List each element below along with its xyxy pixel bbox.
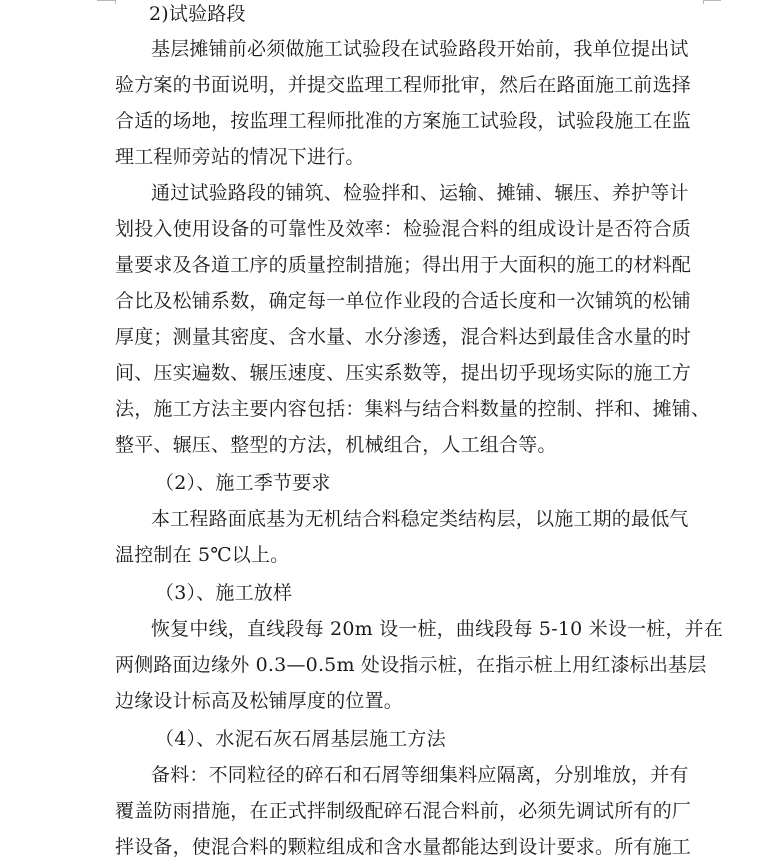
paragraph-line: 通过试验路段的铺筑、检验拌和、运输、摊铺、辗压、养护等计 bbox=[151, 182, 689, 204]
paragraph-line: 覆盖防雨措施，在正式拌制级配碎石混合料前，必须先调试所有的厂 bbox=[115, 800, 692, 822]
paragraph-line: 理工程师旁站的情况下进行。 bbox=[115, 146, 365, 168]
page-corner-mark-left bbox=[97, 0, 115, 1]
section-heading: （3）、施工放样 bbox=[155, 582, 293, 604]
paragraph-line: 法，施工方法主要内容包括：集料与结合料数量的控制、拌和、摊铺、 bbox=[115, 398, 711, 420]
paragraph-line: 整平、辗压、整型的方法，机械组合，人工组合等。 bbox=[115, 434, 557, 456]
page-corner-mark-right bbox=[703, 0, 721, 1]
paragraph-line: 温控制在 5℃以上。 bbox=[115, 544, 290, 566]
section-heading: 2)试验路段 bbox=[149, 3, 246, 25]
paragraph-line: 基层摊铺前必须做施工试验段在试验路段开始前，我单位提出试 bbox=[151, 38, 689, 60]
paragraph-line: 备料：不同粒径的碎石和石屑等细集料应隔离，分别堆放，并有 bbox=[151, 764, 689, 786]
paragraph-line: 合比及松铺系数，确定每一单位作业段的合适长度和一次铺筑的松铺 bbox=[115, 290, 692, 312]
section-heading: （4）、水泥石灰石屑基层施工方法 bbox=[155, 728, 446, 750]
paragraph-line: 间、压实遍数、辗压速度、压实系数等，提出切乎现场实际的施工方 bbox=[115, 362, 692, 384]
paragraph-line: 合适的场地，按监理工程师批准的方案施工试验段，试验段施工在监 bbox=[115, 110, 692, 132]
paragraph-line: 恢复中线，直线段每 20m 设一桩，曲线段每 5-10 米设一桩，并在 bbox=[151, 618, 724, 640]
paragraph-line: 划投入使用设备的可靠性及效率：检验混合料的组成设计是否符合质 bbox=[115, 218, 692, 240]
paragraph-line: 验方案的书面说明，并提交监理工程师批审，然后在路面施工前选择 bbox=[115, 74, 692, 96]
page-corner-mark-left-vertical bbox=[115, 0, 116, 4]
paragraph-line: 量要求及各道工序的质量控制措施；得出用于大面积的施工的材料配 bbox=[115, 254, 692, 276]
page-corner-mark-right-vertical bbox=[703, 0, 704, 4]
section-heading: （2）、施工季节要求 bbox=[155, 472, 331, 494]
paragraph-line: 厚度；测量其密度、含水量、水分渗透，混合料达到最佳含水量的时 bbox=[115, 326, 692, 348]
paragraph-line: 拌设备，使混合料的颗粒组成和含水量都能达到设计要求。所有施工 bbox=[115, 836, 692, 858]
paragraph-line: 本工程路面底基为无机结合料稳定类结构层，以施工期的最低气 bbox=[151, 508, 689, 530]
paragraph-line: 两侧路面边缘外 0.3—0.5m 处设指示桩，在指示桩上用红漆标出基层 bbox=[115, 654, 707, 676]
paragraph-line: 边缘设计标高及松铺厚度的位置。 bbox=[115, 690, 404, 712]
